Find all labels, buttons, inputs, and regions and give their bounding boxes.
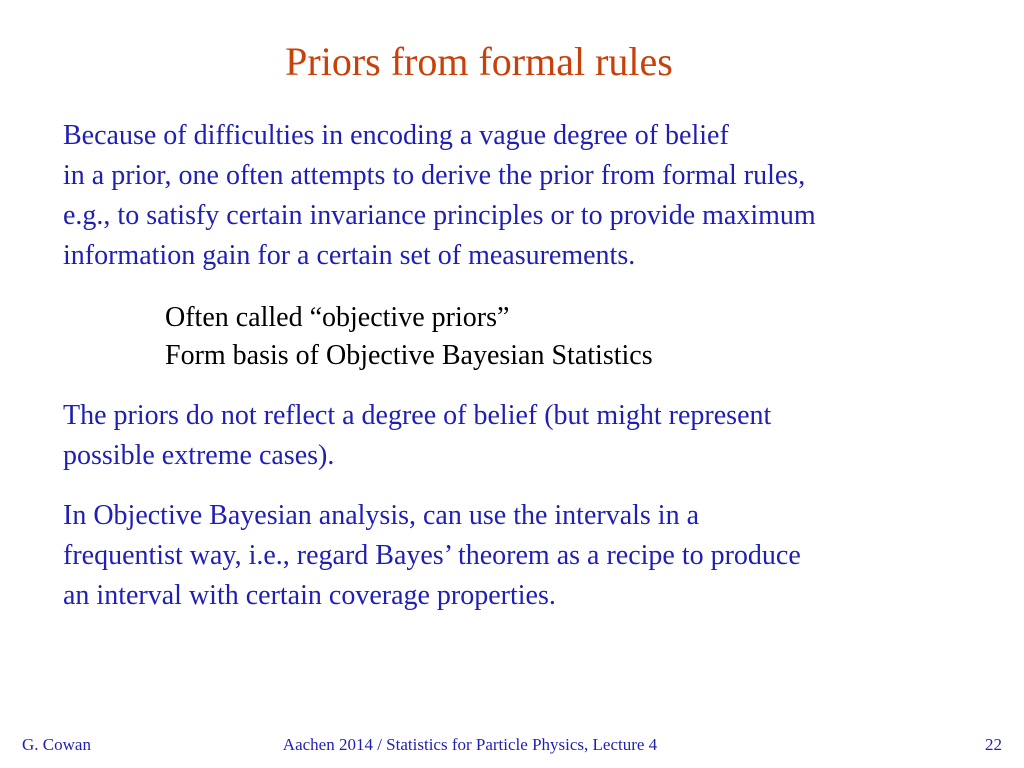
- text-line: in a prior, one often attempts to derive the prior from formal rules,: [63, 160, 806, 191]
- footer-author: G. Cowan: [22, 735, 91, 754]
- text-line: Because of difficulties in encoding a vague degree of belief: [63, 120, 729, 151]
- footer-lecture: Aachen 2014 / Statistics for Particle Physics, Lecture 4: [282, 735, 658, 754]
- text-line: an interval with certain coverage properties.: [63, 580, 556, 611]
- text-line: In Objective Bayesian analysis, can use the intervals in a: [63, 500, 700, 531]
- text-line: frequentist way, i.e., regard Bayes’ theorem as a recipe to produce: [63, 540, 801, 571]
- text-line: The priors do not reflect a degree of belief (but might represent: [63, 400, 772, 431]
- paragraph-degree-of-belief: [63, 396, 993, 476]
- text-line: information gain for a certain set of measurements.: [63, 240, 636, 271]
- text-line: e.g., to satisfy certain invariance principles or to provide maximum: [63, 200, 816, 231]
- text-line: Form basis of Objective Bayesian Statistics: [165, 340, 653, 371]
- paragraph-formal-rules: [63, 116, 993, 276]
- text-line: Often called “objective priors”: [165, 302, 510, 333]
- indented-notes: [165, 299, 653, 375]
- slide-title: Priors from formal rules: [285, 39, 673, 84]
- text-line: possible extreme cases).: [63, 440, 335, 471]
- page-number: 22: [985, 735, 1002, 754]
- paragraph-objective-bayesian: [63, 496, 993, 616]
